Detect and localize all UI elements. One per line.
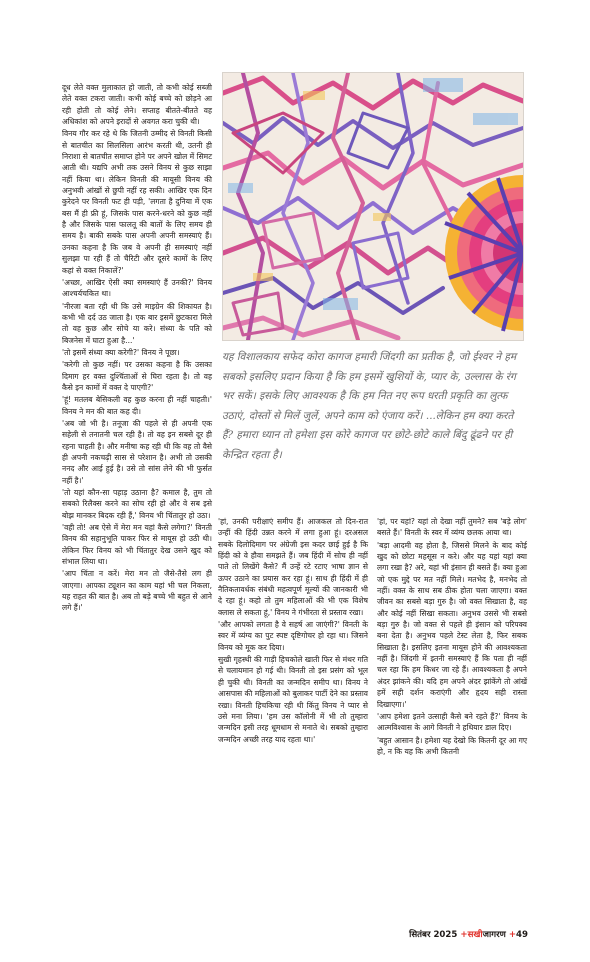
paragraph: 'वही तो! अब ऐसे में मेरा मन यहां कैसे लगेगा?' विनती विनय की सहानुभूति पाकर फिर से मायूस हो उठी थी। लेकिन फिर विनय को भी चिंतातुर देख उसने खुद को संभाल लिया था। [62, 523, 212, 567]
page-number: 49 [516, 930, 528, 940]
footer-separator: + [508, 930, 517, 940]
page-footer [388, 928, 528, 940]
footer-magazine: जागरण [482, 930, 506, 940]
pull-quote [222, 348, 524, 466]
paragraph: दूध लेते वक्त मुलाकात हो जाती, तो कभी कोई सब्जी लेते वक्त टकरा जाती। कभी कोई बच्चे को छोड़ने आ रही होती तो कोई लेने। सप्ताह बीतते-बीतते वह अधिकांश को अपने इरादों से अवगत करा चुकी थी। [62, 83, 212, 127]
paragraph: 'आप हमेशा इतने उत्साही कैसे बने रहते हैं?' विनय के आत्मविश्वास के आगे विनती ने हथियार डाल दिए। [377, 711, 527, 733]
paragraph: 'बड़ा आदमी वह होता है, जिससे मिलने के बाद कोई खुद को छोटा महसूस न करे। और यह यहां यहां क्या लगा रखा है? अरे, यहां भी इंसान ही बसते हैं। क्या हुआ जो एक मुद्दे पर मत नहीं मिले। मतभेद है, मनभेद तो नहीं। वक्त के साथ सब ठीक होता चला जाएगा। वक्त जीवन का सबसे बड़ा गुरु है। जो वक्त सिखाता है, वह और कोई नहीं सिखा सकता। अनुभव उससे भी सबसे बड़ा गुरु है। जो वक्त से पहले ही इंसान को परिपक्व बना देता है। अनुभव पहले टेस्ट लेता है, फिर सबक सिखाता है। इसलिए इतना मायूस होने की आवश्यकता नहीं है। जिंदगी में इतनी समस्याएं हैं कि पता ही नहीं चल रहा कि हम किधर जा रहे हैं। आवश्यकता है अपने अंदर झांकने की। यदि हम अपने अंदर झांकेंगे तो आंखें हमें सही दर्शन कराएंगी और हृदय सही रास्ता दिखाएगा।' [377, 540, 527, 709]
paragraph: 'बहुत आसान है। हमेशा यह देखो कि कितनी दूर आ गए हो, न कि यह कि अभी कितनी [377, 735, 527, 756]
footer-separator: + [460, 930, 468, 940]
footer-month: सितंबर 2025 [409, 930, 458, 940]
paragraph: 'करेगी तो कुछ नहीं। पर उसका कहना है कि उसका दिमाग हर वक्त दुश्चिंताओं से घिरा रहता है। तो वह कैसे इन कामों में वक्त दे पाएगी?' [62, 360, 212, 392]
article-column-right [377, 516, 527, 758]
paragraph: 'और आपको लगता है वे सहर्ष आ जाएंगी?' विनती के स्वर में व्यंग्य का पुट स्पष्ट दृष्टिगोचर हो रहा था। जिसने विनय को मूक कर दिया। [218, 620, 368, 652]
paragraph: 'आप चिंता न करें। मेरा मन तो जैसे-तैसे लग ही जाएगा। आपका ट्यूशन का काम यहां भी चल निकला, यह राहत की बात है। अब तो बड़े बच्चे भी बहुत से आने लगे हैं।' [62, 569, 212, 613]
paragraph: 'अच्छा, आखिर ऐसी क्या समस्याएं हैं उनकी?' विनय आश्चर्यचकित था। [62, 277, 212, 299]
footer-brand: सखी [467, 930, 483, 940]
paragraph: 'अब जो भी है। तनूजा की पहले से ही अपनी एक सहेली से तनातनी चल रही है। तो वह इन सबसे दूर ही रहना चाहती है। और मनीषा कह रही थी कि वह तो वैसे ही अपनी नकचढ़ी सास से परेशान है। अभी तो उसकी ननद और आई हुई है। उसे तो सांस लेने की भी फुर्सत नहीं है।' [62, 418, 212, 485]
paragraph: 'हूं! मतलब बेसिकली वह कुछ करना ही नहीं चाहती।' विनय ने मन की बात कह दी। [62, 395, 212, 416]
article-column-middle [218, 516, 368, 746]
paragraph: 'तो इसमें संध्या क्या करेगी?' विनय ने पूछा। [62, 347, 180, 357]
abstract-painting-image [222, 72, 524, 341]
paragraph: 'हां, उनकी परीक्षाएं समीप हैं। आजकल तो दिन-रात उन्हीं की हिंदी उन्नत करने में लगा हुआ हूं। दरअसल सबके दिलोदिमाग पर अंग्रेजी इस कदर छाई हुई है कि हिंदी को वे हौवा समझते हैं। जब हिंदी में सोच ही नहीं पाते तो लिखेंगे कैसे? मैं उन्हें रटे रटाए भाषा ज्ञान से ऊपर उठाने का प्रयास कर रहा हूं। साथ ही हिंदी में ही नैतिकतावर्धक संबंधी महत्वपूर्ण मूल्यों की जानकारी भी दे रहा हूं। कहो तो तुम महिलाओं की भी एक विशेष क्लास ले सकता हूं,' विनय ने गंभीरता से प्रस्ताव रखा। [218, 517, 368, 617]
paragraph: सुखी गृहस्थी की गाड़ी हिचकोले खाती फिर से मंथर गति से चलायमान हो गई थी। विनती तो इस प्रसंग को भूल ही चुकी थी। विनती का जन्मदिन समीप था। विनय ने आसपास की महिलाओं को बुलाकर पार्टी देने का प्रस्ताव रखा। विनती हिचकिचा रही थी किंतु विनय ने प्यार से उसे मना लिया। 'हम उस कॉलोनी में भी तो तुम्हारा जन्मदिन इसी तरह धूमधाम से मनाते थे। सबको तुम्हारा जन्मदिन अच्छी तरह याद रहता था।' [218, 655, 369, 744]
pull-quote-text: यह विशालकाय सफेद कोरा कागज हमारी जिंदगी का प्रतीक है, जो ईश्वर ने हम सबको इसलिए प्रदान किया है कि हम इसमें खुशियों के, प्यार के, उल्लास के रंग भर सकें। इसके लिए आवश्यक है कि हम नित नए रूप धरती प्रकृति का लुत्फ उठाएं, दोस्तों से मिलें जुलें, अपने काम को एंजाय करें। ...लेकिन हम क्या करते हैं? हमारा ध्यान तो हमेशा इस कोरे कागज पर छोटे-छोटे काले बिंदु ढूंढने पर ही केन्द्रित रहता है। [222, 351, 517, 461]
paragraph: 'नीरजा बता रही थी कि उसे माइग्रेन की शिकायत है। कभी भी दर्द उठ जाता है। एक बार इसमें छुटकारा मिले तो वह कुछ और सोचे या करे। संध्या के पति को बिजनेस में घाटा हुआ है...' [62, 301, 212, 345]
paragraph: 'तो यहां कौन-सा पहाड़ उठाना है? कमाल है, तुम तो सबको रिलैक्स करने का सोच रही हो और वे सब इसे बोझ मानकर बिदक रही हैं,' विनय भी चिंतातुर हो उठा। [62, 488, 212, 520]
abstract-painting-icon [223, 73, 523, 340]
article-column-left [62, 82, 212, 615]
paragraph: विनय गौर कर रहे थे कि जितनी उम्मीद से विनती किसी से बातचीत का सिलसिला आरंभ करती थी, उतनी ही निराशा से बातचीत समाप्त होने पर अपने खोल में सिमट आती थी। यद्यपि अभी तक उसने विनय से कुछ साझा नहीं किया था। लेकिन विनती की मायूसी विनय की अनुभवी आंखों से छुपी नहीं रह सकी। आखिर एक दिन कुरेदने पर विनती फट ही पड़ी, 'लगता है दुनिया में एक बस मैं ही फ्री हूं, जिसके पास करने-धरने को कुछ नहीं है और जिसके पास फालतू की बातों के लिए समय ही समय है। बाकी सबके पास अपनी अपनी समस्याएं हैं। उनका कहना है कि जब वे अपनी ही समस्याएं नहीं सुलझा पा रही हैं तो चैरिटी और दूसरे कामों के लिए कहां से वक्त निकालें?' [62, 129, 212, 275]
paragraph: 'हां, पर यहां? यहां तो देखा नहीं तुमने? सब 'बड़े लोग' बसते हैं।' विनती के स्वर में व्यंग्य छलक आया था। [377, 517, 527, 538]
